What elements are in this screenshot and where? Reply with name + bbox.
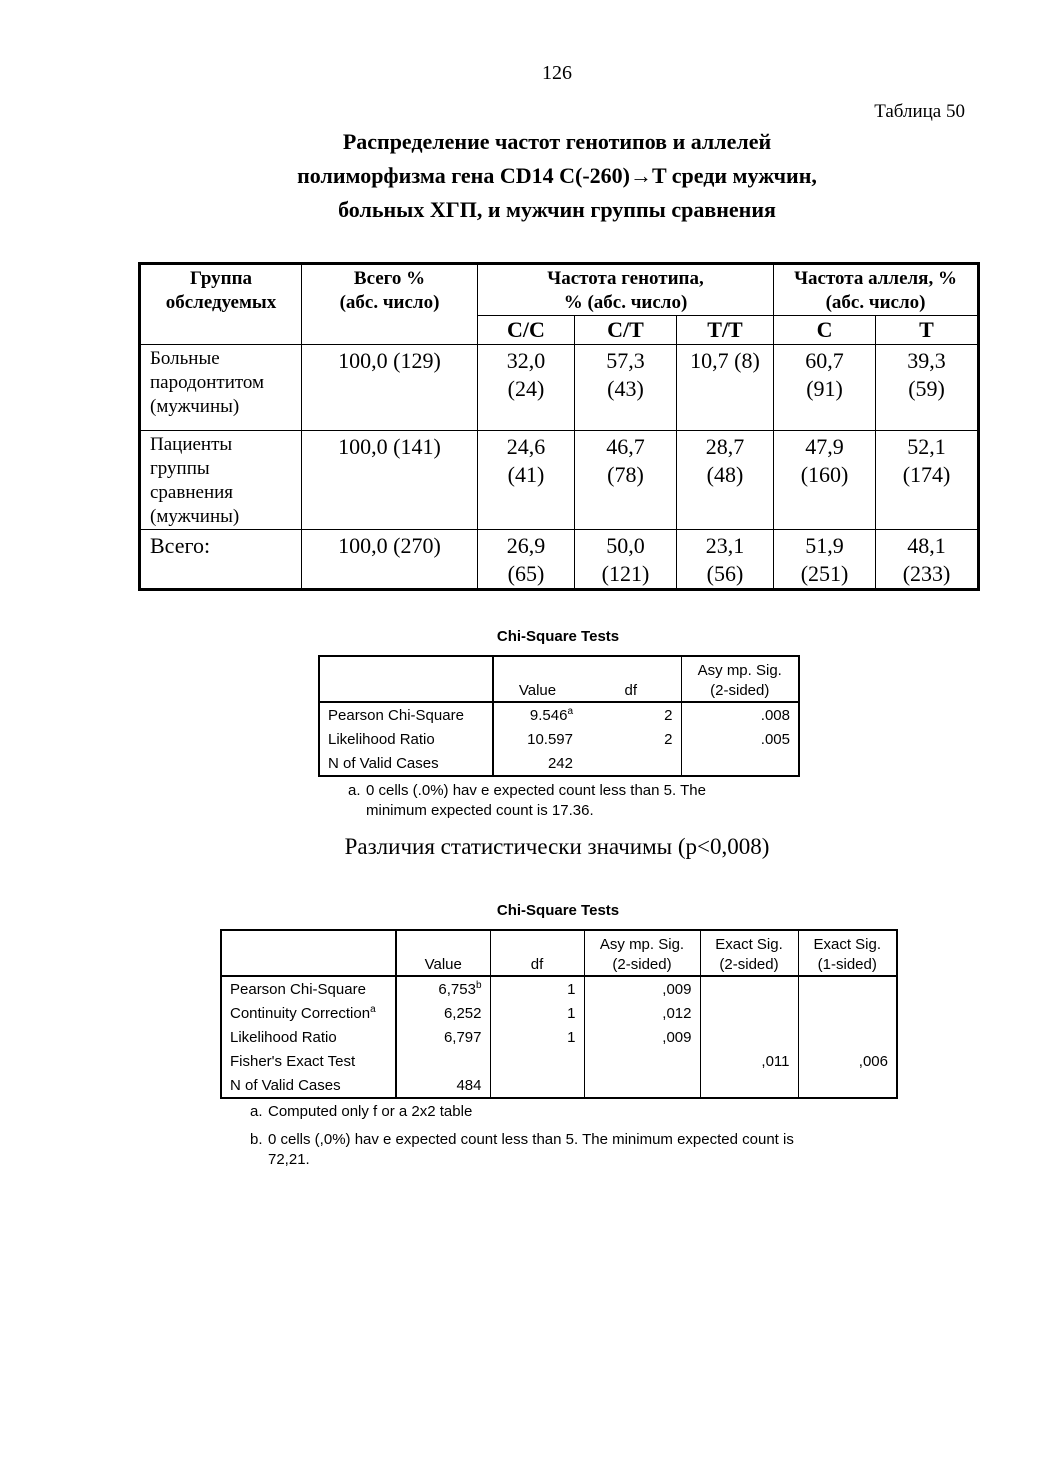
header-genotype-ct: C/T [575, 316, 677, 345]
total-cell: 100,0 (270) [302, 530, 478, 590]
t-cell: 39,3 (59) [876, 345, 979, 431]
table-label: Таблица 50 [874, 101, 965, 122]
chi-square-footnote-a: a. Computed only f or a 2x2 table [250, 1103, 473, 1120]
header-value: Value [396, 930, 490, 976]
c-cell: 47,9 (160) [774, 431, 876, 530]
chi-square-footnote-b: b. 0 cells (,0%) hav e expected count less than 5. The minimum expected count is 72,21. [250, 1131, 794, 1168]
value-cell: 6,252 [443, 1004, 482, 1022]
tt-cell: 10,7 (8) [677, 345, 774, 431]
title-line: больных ХГП, и мужчин группы сравнения [338, 197, 776, 222]
df-cell: 1 [490, 1025, 584, 1049]
header-allele-c: C [774, 316, 876, 345]
value-cell: 484 [456, 1076, 482, 1094]
exact2-cell [700, 976, 798, 1001]
value-cell: 10.597 [527, 730, 573, 748]
df-cell [490, 1073, 584, 1098]
t-cell: 48,1 (233) [876, 530, 979, 590]
chi-square-title-2: Chi-Square Tests [496, 902, 620, 919]
exact1-cell [798, 1073, 897, 1098]
exact2-cell [700, 1001, 798, 1025]
exact2-cell [700, 1073, 798, 1098]
sig-cell: .005 [681, 727, 799, 751]
header-genotype-cc: C/C [478, 316, 575, 345]
c-cell: 60,7 (91) [774, 345, 876, 431]
exact2-cell [700, 1025, 798, 1049]
tt-cell: 28,7 (48) [677, 431, 774, 530]
table-row [140, 345, 979, 431]
ct-cell: 46,7 (78) [575, 431, 677, 530]
table-row [140, 530, 979, 590]
page-number: 126 [542, 62, 572, 84]
df-cell: 1 [490, 976, 584, 1001]
header-allele-frequency: Частота аллеля, % (абс. число) [774, 264, 979, 316]
cc-cell: 24,6 (41) [478, 431, 575, 530]
table-row [140, 431, 979, 530]
chi-square-table-2 [220, 929, 898, 1099]
title-line: полиморфизма гена CD14 C(-260)→T среди мужчин, [297, 163, 817, 188]
sig-cell [681, 751, 799, 776]
header-exact-sig-2: Exact Sig. (2-sided) [700, 930, 798, 976]
sig-cell: ,012 [584, 1001, 700, 1025]
header-row [221, 930, 897, 976]
chi-square-title-1: Chi-Square Tests [496, 628, 620, 645]
value-cell: 6,797 [443, 1028, 482, 1046]
sig-cell: ,009 [584, 976, 700, 1001]
header-genotype-frequency: Частота генотипа, % (абс. число) [478, 264, 774, 316]
ct-cell: 50,0 (121) [575, 530, 677, 590]
exact2-cell: ,011 [700, 1049, 798, 1073]
table-row [221, 1001, 897, 1025]
df-cell: 2 [664, 706, 673, 724]
header-df: df [490, 930, 584, 976]
header-allele-t: T [876, 316, 979, 345]
sig-cell: .008 [681, 702, 799, 727]
value-cell [396, 1049, 490, 1073]
header-asymp-sig: Asy mp. Sig. (2-sided) [584, 930, 700, 976]
ct-cell: 57,3 (43) [575, 345, 677, 431]
t-cell: 52,1 (174) [876, 431, 979, 530]
value-cell: 242 [547, 754, 573, 772]
chi-square-table-1 [318, 655, 800, 777]
row-label: Pearson Chi-Square [319, 702, 493, 727]
exact1-cell [798, 1001, 897, 1025]
header-genotype-tt: T/T [677, 316, 774, 345]
sig-cell [584, 1073, 700, 1098]
row-label: N of Valid Cases [319, 751, 493, 776]
table-title [0, 125, 1039, 227]
df-cell: 2 [664, 730, 673, 748]
table-row [319, 751, 799, 776]
table-row [319, 702, 799, 727]
cc-cell: 32,0 (24) [478, 345, 575, 431]
total-cell: 100,0 (141) [302, 431, 478, 530]
cc-cell: 26,9 (65) [478, 530, 575, 590]
group-cell: Всего: [140, 530, 302, 590]
row-label: N of Valid Cases [221, 1073, 396, 1098]
title-line: Распределение частот генотипов и аллелей [342, 129, 772, 154]
genotype-frequency-table [138, 262, 980, 591]
row-label: Likelihood Ratio [221, 1025, 396, 1049]
table-row [221, 976, 897, 1001]
df-cell [490, 1049, 584, 1073]
significance-statement: Различия статистически значимы (р<0,008) [344, 834, 770, 859]
c-cell: 51,9 (251) [774, 530, 876, 590]
row-label: Likelihood Ratio [319, 727, 493, 751]
table-row [221, 1049, 897, 1073]
exact1-cell: ,006 [798, 1049, 897, 1073]
header-df: df [581, 656, 681, 702]
table-row [221, 1073, 897, 1098]
header-value: Value [493, 656, 581, 702]
tt-cell: 23,1 (56) [677, 530, 774, 590]
exact1-cell [798, 1025, 897, 1049]
value-cell: 9.546$^a$ [529, 706, 573, 724]
row-label: Fisher's Exact Test [221, 1049, 396, 1073]
df-cell [581, 751, 681, 776]
header-group: Группа обследуемых [140, 264, 302, 345]
header-exact-sig-1: Exact Sig. (1-sided) [798, 930, 897, 976]
total-cell: 100,0 (129) [302, 345, 478, 431]
header-total: Всего % (абс. число) [302, 264, 478, 345]
header-row [319, 656, 799, 702]
sig-cell [584, 1049, 700, 1073]
value-cell: 6,753$^b$ [438, 980, 482, 998]
header-asymp-sig: Asy mp. Sig. (2-sided) [681, 656, 799, 702]
sig-cell: ,009 [584, 1025, 700, 1049]
group-cell: Пациенты группы сравнения (мужчины) [140, 431, 302, 530]
table-row [221, 1025, 897, 1049]
chi-square-footnote-1: a. 0 cells (.0%) hav e expected count less than 5. The minimum expected count is 17.36. [348, 782, 706, 819]
df-cell: 1 [490, 1001, 584, 1025]
row-label: Pearson Chi-Square [221, 976, 396, 1001]
exact1-cell [798, 976, 897, 1001]
group-cell: Больные пародонтитом (мужчины) [140, 345, 302, 431]
table-row [319, 727, 799, 751]
row-label: Continuity Correction$^a$ [221, 1001, 396, 1025]
